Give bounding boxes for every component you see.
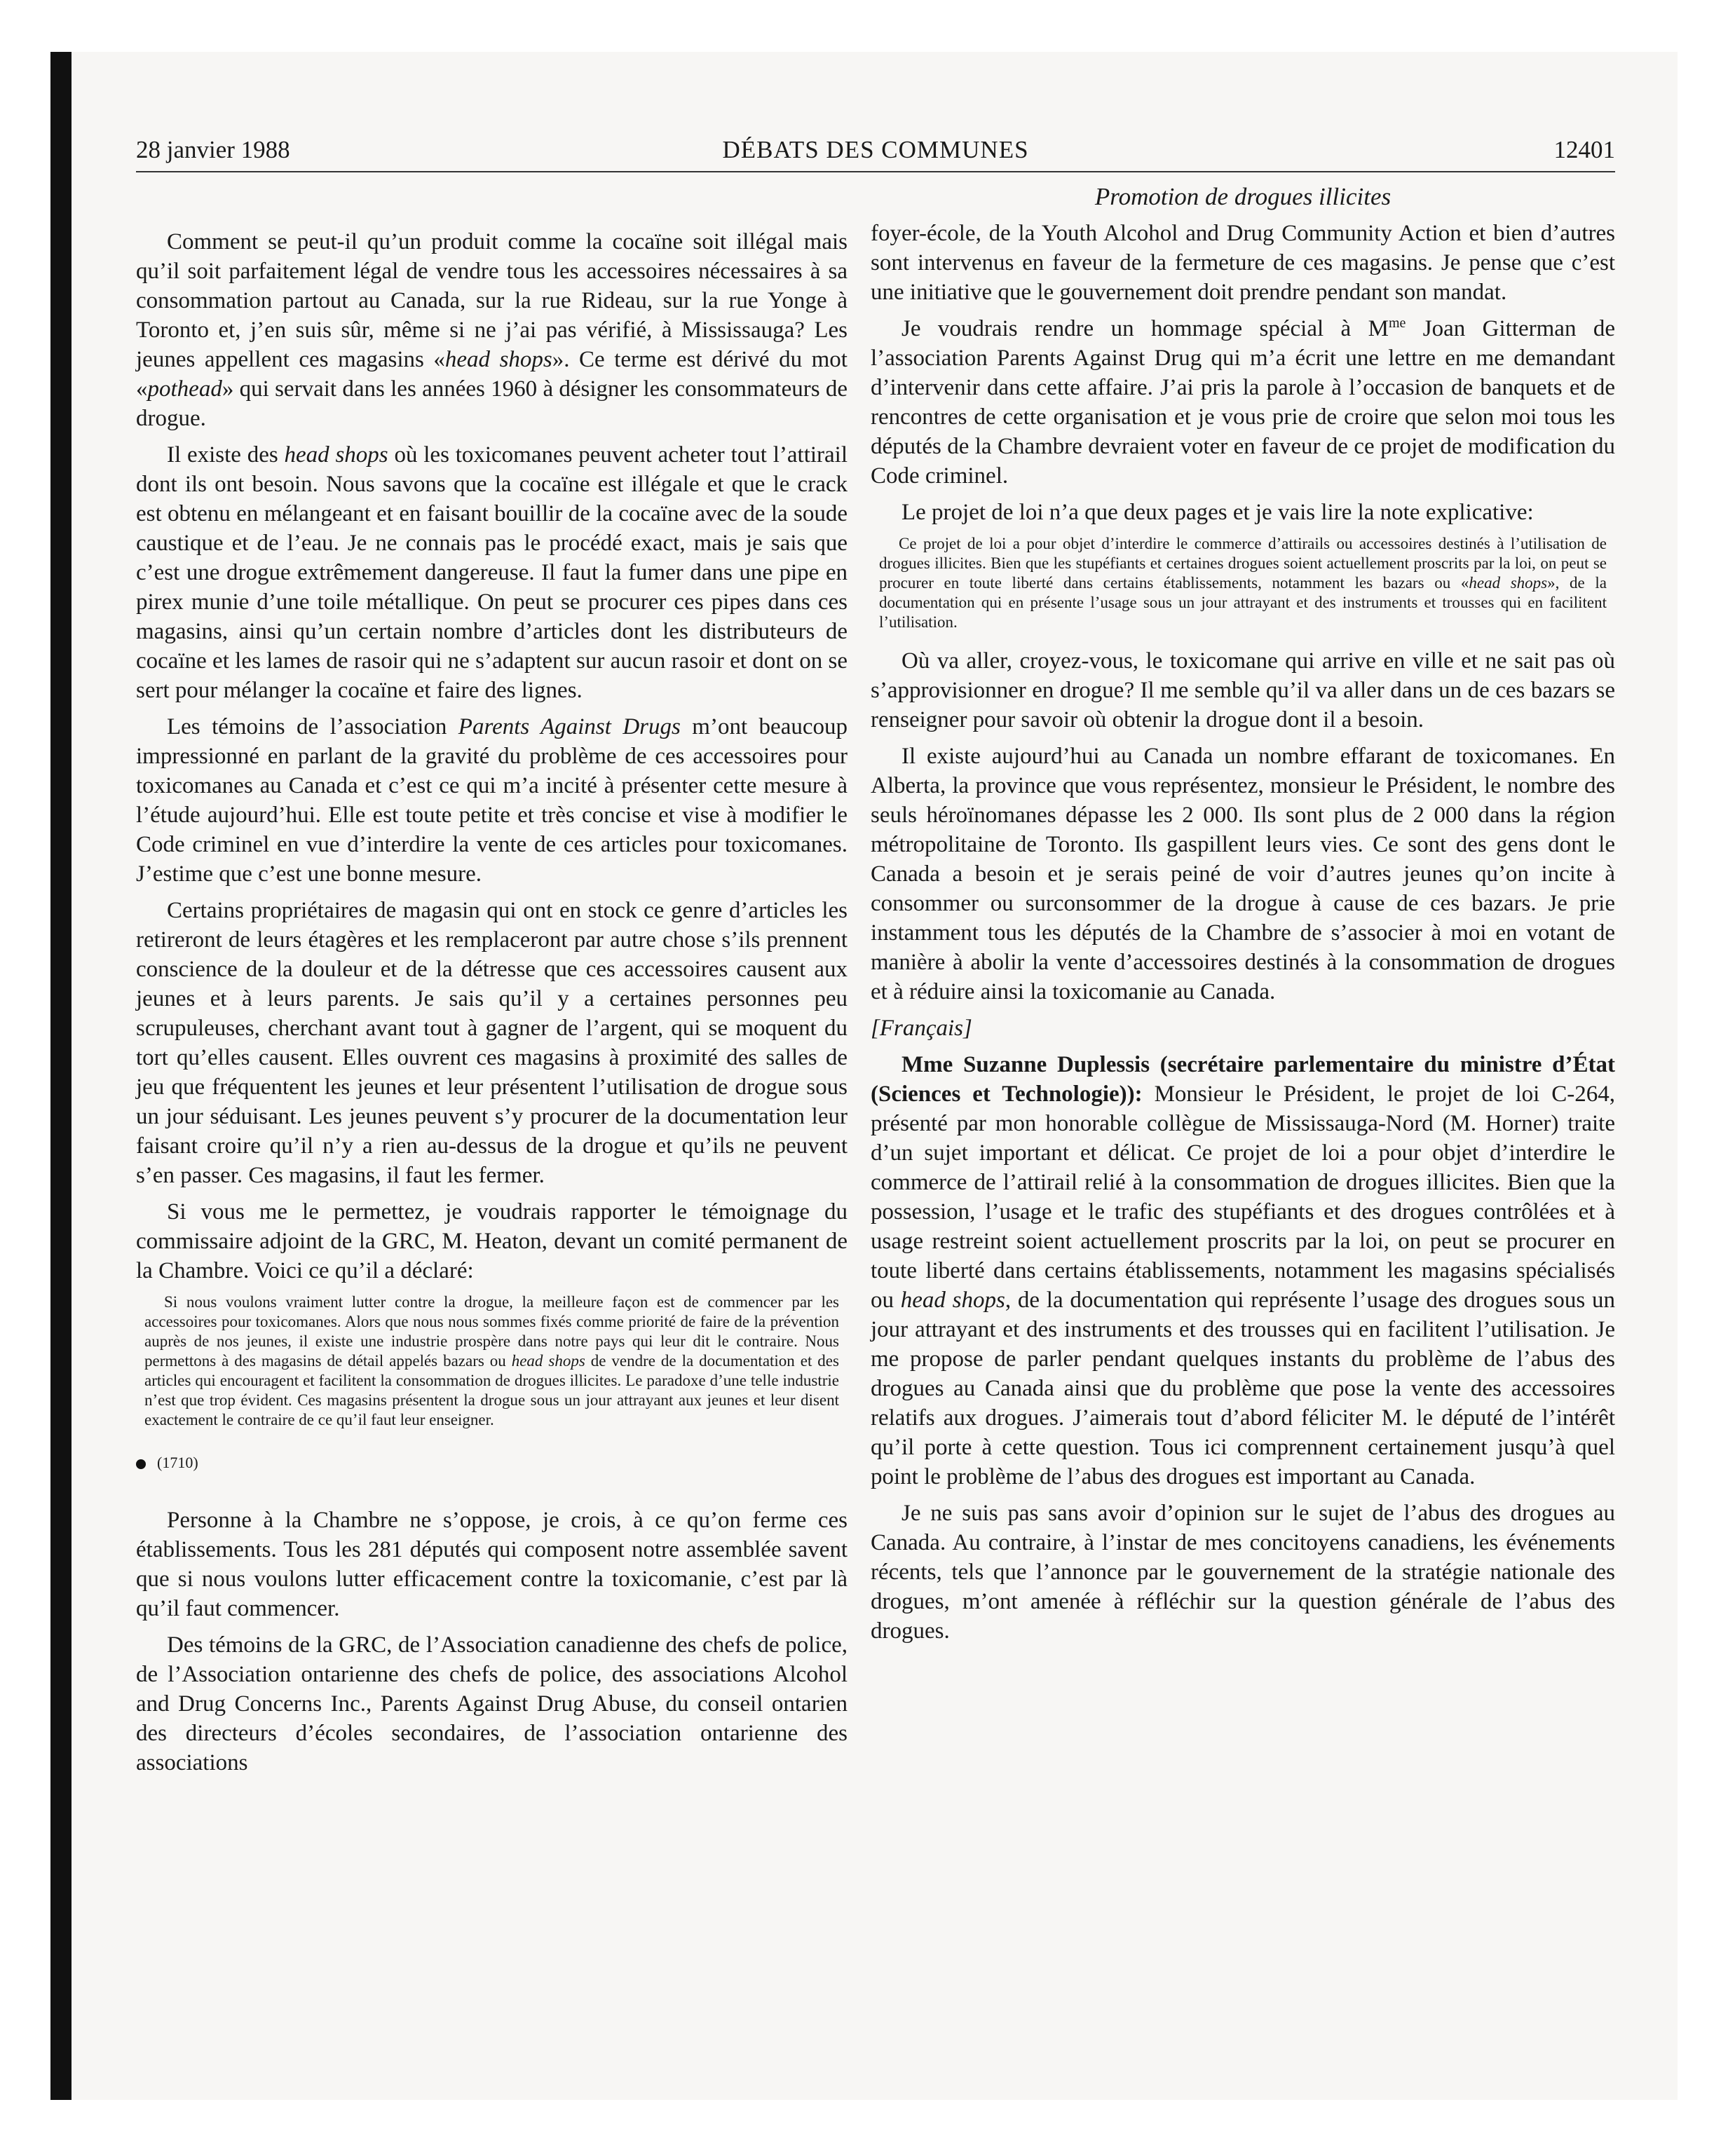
section-title: Promotion de drogues illicites [1094, 183, 1392, 210]
paragraph: Je ne suis pas sans avoir d’opinion sur le sujet de l’abus des drogues au Canada. Au contraire, à l’instar de mes concitoyens canadiens, les événements récents, tels que l’annonce par le gouvernement de la stratégie nationale des drogues, m’ont amenée à réfléchir sur la question générale de l’abus des drogues. [871, 1501, 1615, 1644]
time-marker: (1710) [136, 1448, 848, 1478]
scan-edge [50, 52, 72, 2100]
paragraph: Où va aller, croyez-vous, le toxicomane qui arrive en ville et ne sait pas où s’approvisionner en drogue? Il me semble qu’il va aller dans un de ces bazars se renseigner pour savoir où obtenir la drogue dont il a besoin. [871, 648, 1615, 732]
paragraph: Il existe des head shops où les toxicomanes peuvent acheter tout l’attirail dont ils ont besoin. Nous savons que la cocaïne est illégale et que le crack est obtenu en mélangeant et en faisant bouillir de la cocaïne avec de la soude caustique et de l’eau. Je ne connais pas le procédé exact, mais je sais que c’est une drogue extrêmement dangereuse. Il faut la fumer dans une pipe en pirex munie d’une toile métallique. On peut se procurer ces pipes dans ces magasins, ainsi qu’un certain nombre d’articles dont les distributeurs de cocaïne et les lames de rasoir qui ne s’adaptent sur aucun rasoir et dont on se sert pour mélanger la cocaïne et faire des lignes. [136, 442, 848, 703]
header-date: 28 janvier 1988 [136, 136, 290, 163]
running-head [136, 129, 1615, 172]
paragraph: Le projet de loi n’a que deux pages et je vais lire la note explicative: [901, 500, 1534, 525]
paragraph: Personne à la Chambre ne s’oppose, je crois, à ce qu’on ferme ces établissements. Tous les 281 députés qui composent notre assemblée savent que si nous voulons lutter efficacement contre la toxicomanie, c’est par là qu’il faut commencer. [136, 1508, 848, 1621]
block-quote: Ce projet de loi a pour objet d’interdire le commerce d’attirails ou accessoires destinés à l’utilisation de drogues illicites. Bien que les stupéfiants et certaines drogues soient actuellement proscrits par la loi, on peut se procurer en toute liberté dans certains établissements, notamment les bazars ou «head shops», de la documentation qui en présente l’usage sous un jour attrayant et des instruments et trousses qui en facilitent l’utilisation. [879, 535, 1607, 631]
paragraph: Il existe aujourd’hui au Canada un nombre effarant de toxicomanes. En Alberta, la province que vous représentez, monsieur le Président, le nombre des seuls héroïnomanes dépasse les 2 000. Ils sont plus de 2 000 dans la région métropolitaine de Toronto. Ils gaspillent leurs vies. Ce sont des gens dont le Canada a besoin et je serais peiné de voir d’autres jeunes qu’on incite à consommer ou surconsommer de la drogue à cause de ces bazars. Je prie instamment tous les députés de la Chambre de s’associer à moi en votant de manière à abolir la vente d’accessoires destinés à la consommation de drogues et à réduire ainsi la toxicomanie au Canada. [871, 744, 1615, 1004]
paragraph: Des témoins de la GRC, de l’Association canadienne des chefs de police, de l’Association ontarienne des chefs de police, des associations Alcohol and Drug Concerns Inc., Parents Against Drug Abuse, du conseil ontarien des directeurs d’écoles secondaires, de l’association ontarienne des associations [136, 1632, 848, 1775]
header-page-number: 12401 [1553, 136, 1615, 163]
speaker-name: Mme Suzanne Duplessis (secrétaire parlementaire du ministre d’État (Sciences et Technologie)): [871, 1052, 1615, 1107]
left-column [136, 227, 848, 1785]
paragraph: Comment se peut-il qu’un produit comme la cocaïne soit illégal mais qu’il soit parfaitement légal de vendre tous les accessoires nécessaires à sa consommation partout au Canada, sur la rue Rideau, sur la rue Yonge à Toronto et, j’en suis sûr, même si ne j’ai pas vérifié, à Mississauga? Les jeunes appellent ces magasins «head shops». Ce terme est dérivé du mot «pothead» qui servait dans les années 1960 à désigner les consommateurs de drogue. [136, 229, 848, 431]
page [72, 52, 1678, 2100]
paragraph: Mme Suzanne Duplessis (secrétaire parlementaire du ministre d’État (Sciences et Technologie)): Monsieur le Président, le projet de loi C-264, présenté par mon honorable collègue de Mississauga-Nord (M. Horner) traite d’un sujet important et délicat. Ce projet de loi a pour objet d’interdire le commerce de l’attirail relié à la consommation de drogues illicites. Bien que la possession, l’usage et le trafic des stupéfiants et des drogues contrôlées et à usage restreint soient actuellement proscrits par la loi, on peut se procurer en toute liberté dans certains établissements, notamment les magasins spécialisés ou head shops, de la documentation qui représente l’usage des drogues sous un jour attrayant et des instruments et des trousses qui en facilitent l’utilisation. Je me propose de parler pendant quelques instants du problème de l’abus des drogues au Canada ainsi que du problème que pose la vente des accessoires relatifs aux drogues. J’aimerais tout d’abord féliciter M. le député de l’intérêt qu’il porte à cette question. Tous ici comprennent certainement jusqu’à quel point le problème de l’abus des drogues est important au Canada. [871, 1052, 1615, 1489]
bullet-icon [136, 1459, 146, 1469]
header-publication: DÉBATS DES COMMUNES [722, 136, 1029, 163]
right-column [871, 219, 1615, 1653]
paragraph: Les témoins de l’association Parents Against Drugs m’ont beaucoup impressionné en parlant de la gravité du problème de ces accessoires pour toxicomanes au Canada et c’est ce qui m’a incité à présenter cette mesure à l’étude aujourd’hui. Elle est toute petite et très concise et vise à modifier le Code criminel en vue d’interdire la vente de ces articles pour toxicomanes. J’estime que c’est une bonne mesure. [136, 714, 848, 887]
paragraph: Si vous me le permettez, je voudrais rapporter le témoignage du commissaire adjoint de la GRC, M. Heaton, devant un comité permanent de la Chambre. Voici ce qu’il a déclaré: [136, 1199, 848, 1283]
paragraph: foyer-école, de la Youth Alcohol and Drug Community Action et bien d’autres sont intervenus en faveur de la fermeture de ces magasins. Je pense que c’est une initiative que le gouvernement doit prendre pendant son mandat. [871, 221, 1615, 305]
language-tag: [Français] [871, 1016, 972, 1041]
block-quote: Si nous voulons vraiment lutter contre la drogue, la meilleure façon est de commencer par les accessoires pour toxicomanes. Alors que nous nous sommes fixés comme priorité de faire de la prévention auprès de nos jeunes, il existe une industrie prospère dans notre pays qui leur dit le contraire. Nous permettons à des magasins de détail appelés bazars ou head shops de vendre de la documentation et des articles qui encouragent et facilitent la consommation de drogues illicites. Le paradoxe d’une telle industrie n’est que trop évident. Ces magasins présentent la drogue sous un jour attrayant aux jeunes et leur disent exactement le contraire de ce qu’il faut leur enseigner. [144, 1293, 839, 1428]
paragraph: Je voudrais rendre un hommage spécial à $M^{me}$ Joan Gitterman de l’association Parents Against Drug qui m’a écrit une lettre en me demandant d’intervenir dans cette affaire. J’ai pris la parole à l’occasion de banquets et de rencontres de cette organisation et je vous prie de croire que selon moi tous les députés de la Chambre devraient voter en faveur de ce projet de modification du Code criminel. [871, 315, 1615, 489]
paragraph: Certains propriétaires de magasin qui ont en stock ce genre d’articles les retireront de leurs étagères et les remplaceront par autre chose s’ils prennent conscience de la douleur et de la détresse que ces accessoires causent aux jeunes et à leurs parents. Je sais qu’il y a certaines personnes peu scrupuleuses, cherchant avant tout à gagner de l’argent, qui se moquent du tort qu’elles causent. Elles ouvrent ces magasins à proximité des salles de jeu que fréquentent les jeunes et leur présentent l’utilisation de drogue sous un jour séduisant. Les jeunes peuvent s’y procurer de la documentation leur faisant croire qu’il n’y a rien au-dessus de la drogue et qu’ils ne peuvent s’en passer. Ces magasins, il faut les fermer. [136, 898, 848, 1188]
